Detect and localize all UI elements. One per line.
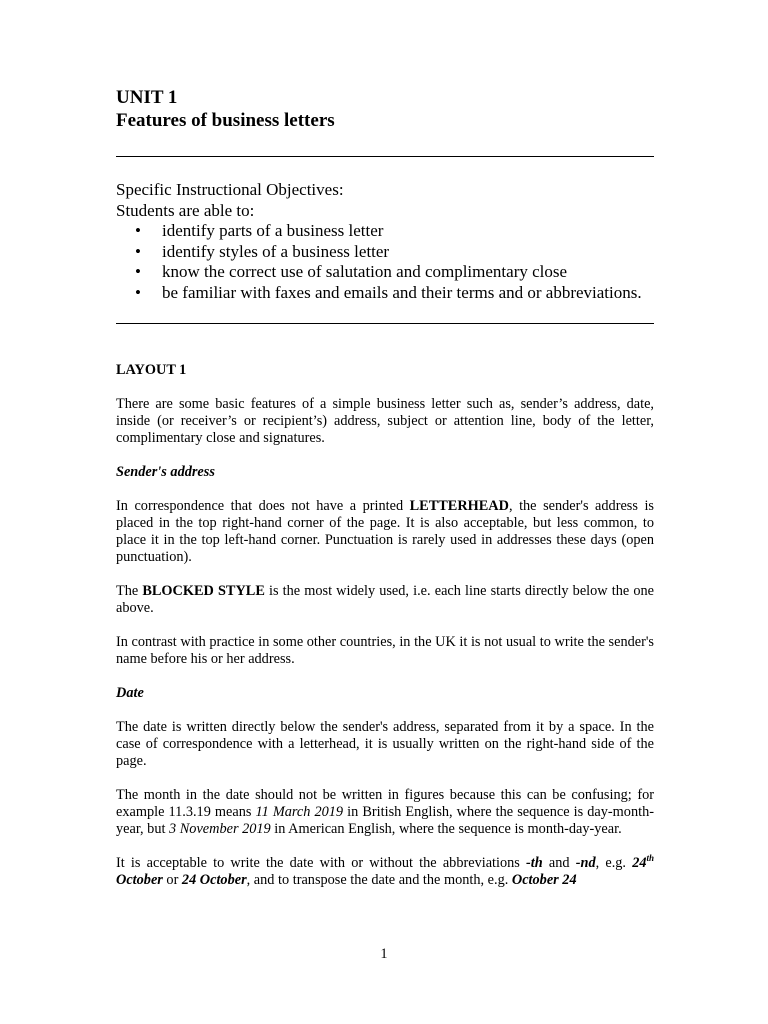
example-24-october: 24 October [181,872,247,888]
example-date-us: 3 November 2019 [169,821,271,837]
objectives-heading: Specific Instructional Objectives: [116,180,344,199]
letterhead-term: LETTERHEAD [409,498,509,514]
superscript-th: th [646,853,654,864]
text-run: October [116,872,163,888]
example-october-24: October 24 [511,872,577,888]
objectives-list [116,221,654,303]
abbreviation-nd: -nd [575,855,596,871]
unit-heading [116,86,654,132]
page-number: 1 [380,946,388,962]
objectives-section [116,180,654,303]
text-run: The [116,583,143,599]
text-run: The month in the date should not be written in figures because this can be confusing; for example 11.3.19 means [116,787,654,820]
layout-intro: There are some basic features of a simple business letter such as, sender’s address, date, inside (or receiver’s or recipient’s) address, subject or attention line, body of the letter, complimentary close and signatures. [116,396,654,446]
abbreviation-th: -th [526,855,543,871]
objectives-intro: Students are able to: [116,200,255,220]
text-run: and [542,855,576,871]
objective-item: • be familiar with faxes and emails and their terms and or abbreviations. [162,283,654,304]
objective-item: • know the correct use of salutation and complimentary close [162,262,654,283]
blocked-style-term: BLOCKED STYLE [142,583,265,599]
senders-address-paragraph-2 [116,583,654,617]
unit-title: Features of business letters [116,110,335,131]
text-run: in American English, where the sequence is month-day-year. [270,821,622,837]
top-divider [116,156,654,157]
text-run: , e.g. [595,855,633,871]
example-date-uk: 11 March 2019 [255,804,344,820]
text-run: , and to transpose the date and the month, e.g. [246,872,512,888]
date-heading: Date [116,685,144,701]
text-run: or [162,872,182,888]
text-run: It is acceptable to write the date with or without the abbreviations [116,855,527,871]
date-paragraph-2 [116,787,654,838]
text-run: , the sender's address is placed in the top right-hand corner of the page. It is also acceptable, but less common, to place it in the top left-hand corner. Punctuation is rarely used in addresses these days (open punctuation). [116,498,654,565]
date-paragraph-1: The date is written directly below the sender's address, separated from it by a space. In the case of correspondence with a letterhead, it is usually written on the right-hand side of the page. [116,719,654,769]
layout-heading: LAYOUT 1 [116,362,187,378]
objective-item: • identify parts of a business letter [162,221,654,242]
senders-address-heading: Sender's address [116,464,215,480]
document-page [116,86,654,889]
unit-number: UNIT 1 [116,87,178,108]
date-paragraph-3 [116,855,654,889]
text-run: In correspondence that does not have a printed [116,498,410,514]
text-run: is the most widely used, i.e. each line starts directly below the one above. [116,583,654,616]
objective-item: • identify styles of a business letter [162,242,654,263]
senders-address-paragraph-3: In contrast with practice in some other countries, in the UK it is not usual to write the sender's name before his or her address. [116,634,654,667]
middle-divider [116,323,654,324]
senders-address-paragraph-1 [116,498,654,566]
text-run: in British English, where the sequence is day-month-year, but [116,804,654,837]
text-run: 24 [632,855,647,871]
